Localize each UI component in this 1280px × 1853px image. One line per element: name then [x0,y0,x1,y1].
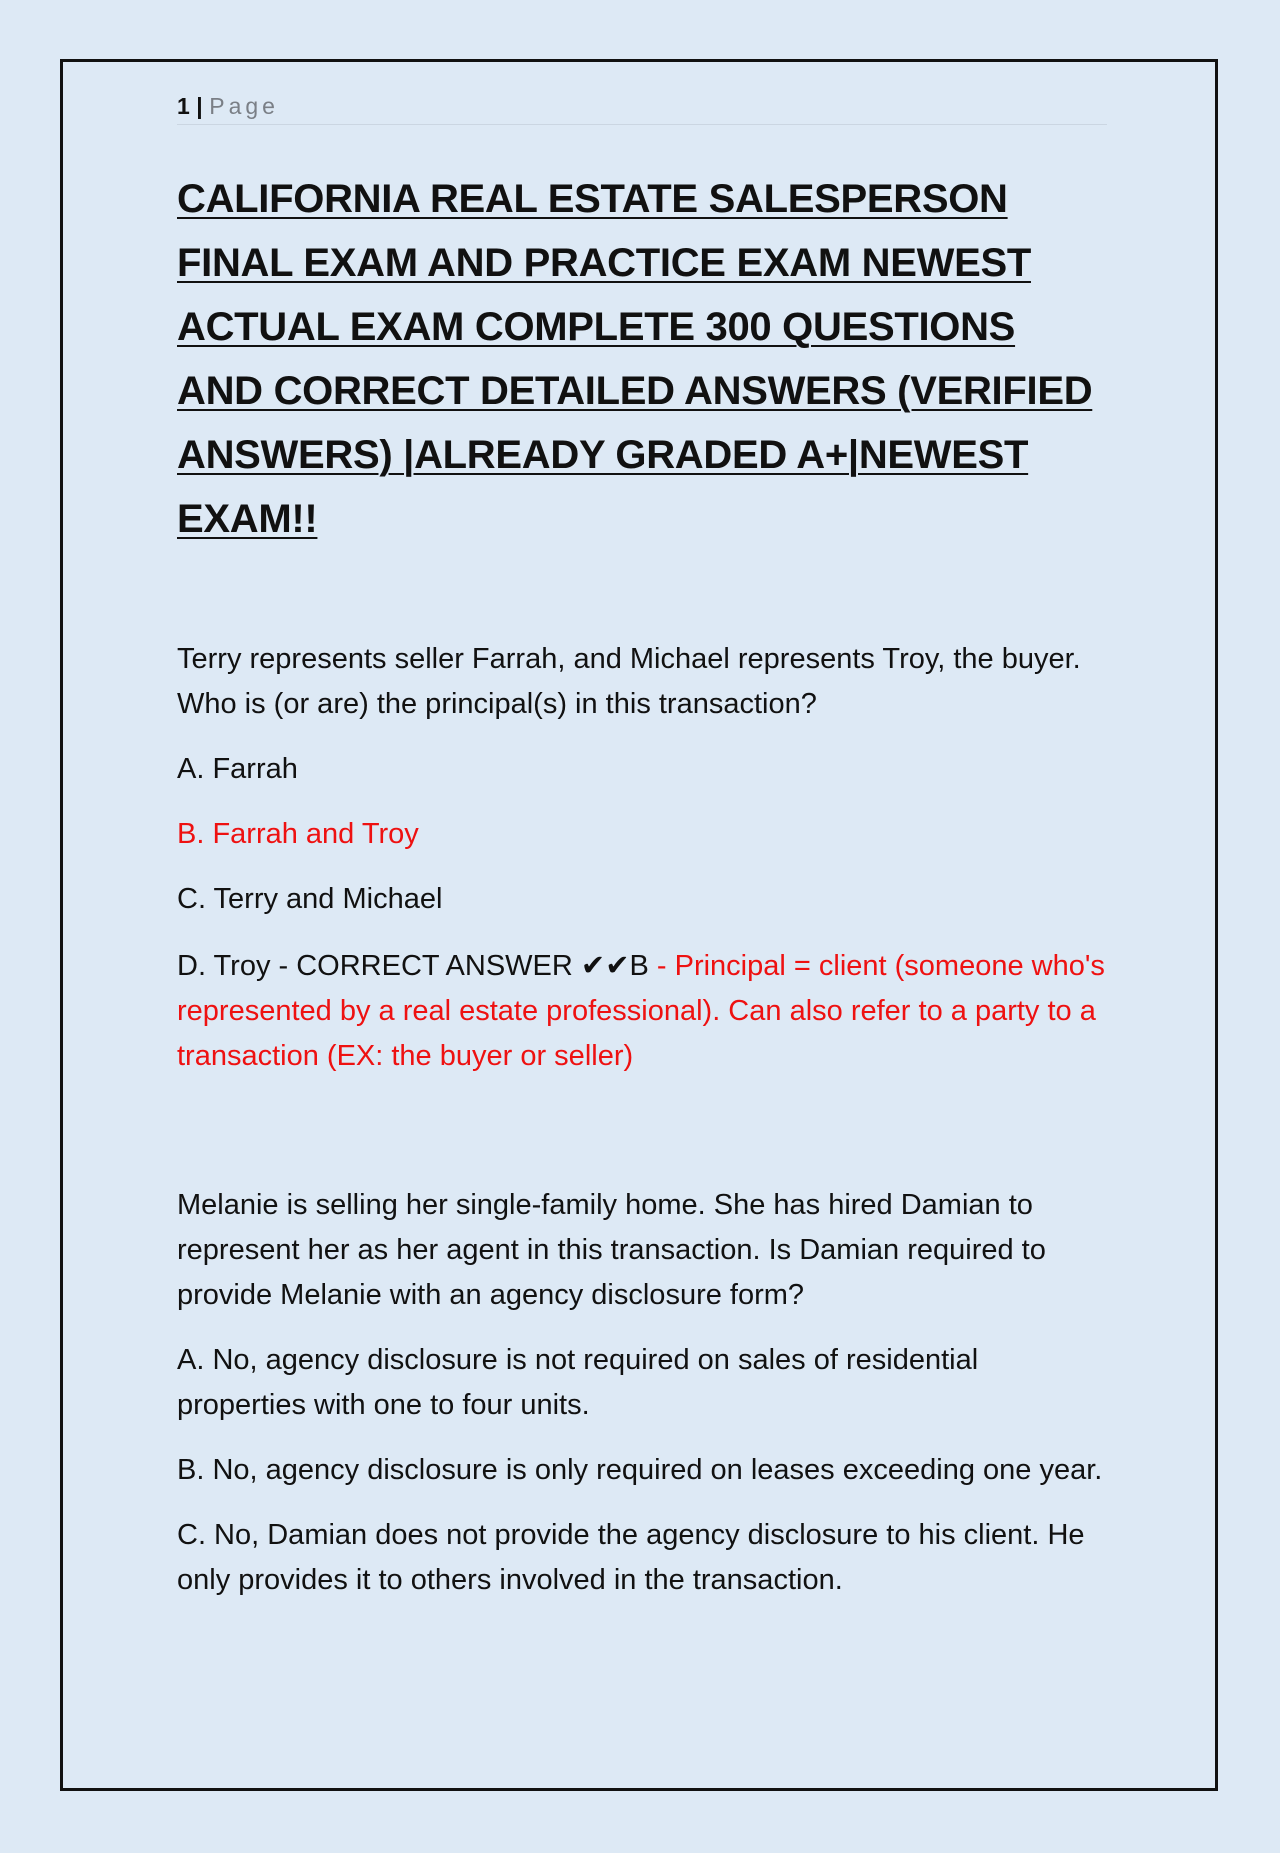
document-title: CALIFORNIA REAL ESTATE SALESPERSON FINAL EXAM AND PRACTICE EXAM NEWEST ACTUAL EXAM COMPLETE 300 QUESTIONS AND CORRECT DETAILED ANSWERS (VERIFIED ANSWERS) |ALREADY GRADED A+|NEWEST EXAM!! [177,177,1093,541]
page-number: 1 [177,93,191,119]
option-c: C. Terry and Michael [177,883,443,915]
document-content [177,88,1107,1603]
option-d-with-answer [177,944,1107,1079]
option-b: B. No, agency disclosure is only required on leases exceeding one year. [177,1454,1103,1486]
option-a: A. No, agency disclosure is not required on sales of residential properties with one to four units. [177,1344,979,1421]
answer-explanation: - Principal = client (someone who's represented by a real estate professional). Can also refer to a party to a transaction (EX: the buyer or seller) [177,950,1105,1072]
question-2 [177,1183,1107,1603]
option-a: A. Farrah [177,753,298,785]
page-header [177,88,1107,125]
page-separator: | [196,93,204,119]
option-c: C. No, Damian does not provide the agency disclosure to his client. He only provides it to others involved in the transaction. [177,1519,1085,1596]
question-text: Terry represents seller Farrah, and Michael represents Troy, the buyer. Who is (or are) the principal(s) in this transaction? [177,643,1081,720]
question-text: Melanie is selling her single-family home. She has hired Damian to represent her as her agent in this transaction. Is Damian required to provide Melanie with an agency disclosure form? [177,1189,1046,1311]
question-1 [177,637,1107,1079]
option-b-correct: B. Farrah and Troy [177,818,419,850]
page-label: Page [209,93,279,119]
option-d: D. Troy - CORRECT ANSWER ✔✔B [177,950,649,982]
